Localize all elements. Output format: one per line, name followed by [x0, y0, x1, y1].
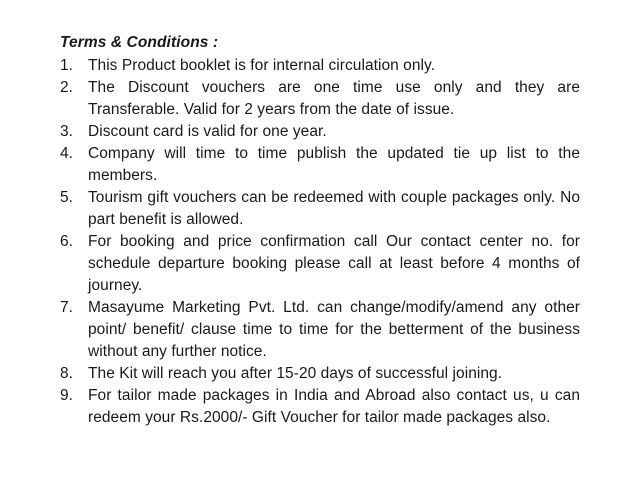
term-item-1 — [60, 55, 580, 77]
term-text: The Discount vouchers are one time use only and they are Transferable. Valid for 2 years from the date of issue. — [88, 79, 580, 118]
term-text: Company will time to time publish the updated tie up list to the members. — [88, 145, 580, 184]
term-number: 2. — [60, 79, 74, 96]
term-text: Tourism gift vouchers can be redeemed with couple packages only. No part benefit is allowed. — [88, 189, 580, 228]
term-item-2 — [60, 77, 580, 121]
term-text: This Product booklet is for internal circulation only. — [88, 57, 436, 74]
term-number: 4. — [60, 145, 74, 162]
term-text: Discount card is valid for one year. — [88, 123, 327, 140]
term-text: For tailor made packages in India and Abroad also contact us, u can redeem your Rs.2000/- Gift Voucher for tailor made packages also. — [88, 387, 580, 426]
term-number: 8. — [60, 365, 74, 382]
term-item-8 — [60, 363, 580, 385]
term-item-9 — [60, 385, 580, 429]
terms-list — [60, 55, 580, 429]
term-number: 9. — [60, 387, 74, 404]
terms-heading: Terms & Conditions : — [60, 34, 219, 51]
term-number: 3. — [60, 123, 74, 140]
terms-document — [60, 32, 580, 429]
term-number: 1. — [60, 57, 74, 74]
term-item-4 — [60, 143, 580, 187]
term-item-3 — [60, 121, 580, 143]
term-text: The Kit will reach you after 15-20 days of successful joining. — [88, 365, 503, 382]
term-item-7 — [60, 297, 580, 363]
term-number: 7. — [60, 299, 74, 316]
term-text: For booking and price confirmation call Our contact center no. for schedule departure booking please call at least before 4 months of journey. — [88, 233, 580, 294]
term-item-5 — [60, 187, 580, 231]
term-number: 5. — [60, 189, 74, 206]
term-number: 6. — [60, 233, 74, 250]
term-text: Masayume Marketing Pvt. Ltd. can change/modify/amend any other point/ benefit/ clause time to time for the betterment of the business without any further notice. — [88, 299, 580, 360]
term-item-6 — [60, 231, 580, 297]
